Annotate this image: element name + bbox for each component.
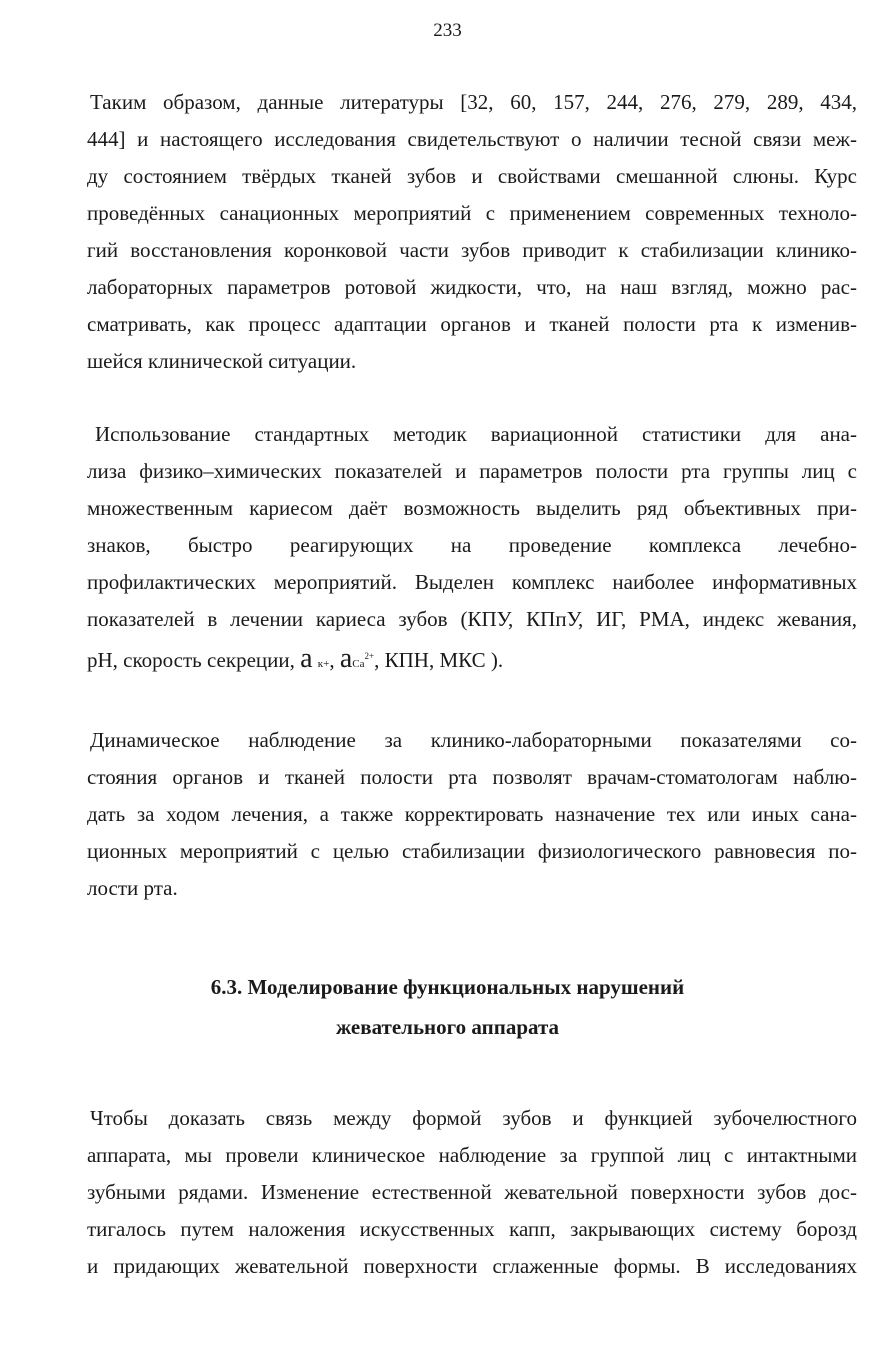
paragraph-line: гий восстановления коронковой части зубов приводит к стабилизации клинико-: [87, 238, 857, 262]
paragraph-line: сматривать, как процесс адаптации органов и тканей полости рта к изменив-: [87, 312, 857, 336]
page-number: 233: [433, 20, 462, 41]
formula-separator: ,: [329, 648, 340, 672]
paragraph-line: лости рта.: [87, 876, 178, 900]
paragraph-2: [87, 416, 857, 675]
paragraph-line: тигалось путем наложения искусственных капп, закрывающих систему борозд: [87, 1217, 857, 1241]
paragraph-line: дать за ходом лечения, а также корректировать назначение тех или иных сана-: [87, 802, 857, 826]
paragraph-line: лиза физико–химических показателей и параметров полости рта группы лиц с: [87, 459, 857, 483]
paragraph-line: ционных мероприятий с целью стабилизации физиологического равновесия по-: [87, 839, 857, 863]
paragraph-line: аппарата, мы провели клиническое наблюдение за группой лиц с интактными: [87, 1143, 857, 1167]
paragraph-line: проведённых санационных мероприятий с применением современных техноло-: [87, 201, 857, 225]
paragraph-line: 444] и настоящего исследования свидетельствуют о наличии тесной связи меж-: [87, 127, 857, 151]
activity-symbol-k: а: [300, 643, 313, 674]
paragraph-line: Таким образом, данные литературы [32, 60, 157, 244, 276, 279, 289, 434,: [90, 90, 857, 114]
activity-symbol-ca: а: [339, 643, 353, 674]
paragraph-line: Чтобы доказать связь между формой зубов и функцией зубочелюстного: [90, 1106, 857, 1130]
subscript-ca: Ca: [352, 658, 365, 670]
paragraph-4: [87, 1100, 857, 1285]
paragraph-1: [87, 84, 857, 380]
section-heading-line-2: жевательного аппарата: [335, 1015, 560, 1039]
paragraph-line: профилактических мероприятий. Выделен комплекс наиболее информативных: [87, 570, 857, 594]
superscript-charge: 2+: [364, 651, 375, 661]
subscript-k: к+: [317, 658, 330, 670]
paragraph-line: лабораторных параметров ротовой жидкости, что, на наш взгляд, можно рас-: [87, 275, 857, 299]
paragraph-line: показателей в лечении кариеса зубов (КПУ, КПпУ, ИГ, РМА, индекс жевания,: [87, 607, 857, 631]
formula-suffix: , КПН, МКС ).: [374, 648, 504, 672]
paragraph-line: Динамическое наблюдение за клинико-лабораторными показателями со-: [90, 728, 857, 752]
paragraph-line: шейся клинической ситуации.: [87, 349, 357, 373]
paragraph-line-formula: [87, 638, 857, 675]
paragraph-line: ду состоянием твёрдых тканей зубов и свойствами смешанной слюны. Курс: [87, 164, 857, 188]
paragraph-line: и придающих жевательной поверхности сглаженные формы. В исследованиях: [87, 1254, 857, 1278]
section-heading: [0, 969, 895, 1046]
paragraph-3: [87, 722, 857, 907]
paragraph-line: множественным кариесом даёт возможность выделить ряд объективных при-: [87, 496, 857, 520]
paragraph-line: зубными рядами. Изменение естественной жевательной поверхности зубов дос-: [87, 1180, 857, 1204]
paragraph-line: знаков, быстро реагирующих на проведение комплекса лечебно-: [87, 533, 857, 557]
paragraph-line: Использование стандартных методик вариационной статистики для ана-: [95, 422, 857, 446]
formula-prefix: рН, скорость секреции,: [87, 648, 301, 672]
paragraph-line: стояния органов и тканей полости рта позволят врачам-стоматологам наблю-: [87, 765, 857, 789]
section-heading-line-1: 6.3. Моделирование функциональных нарушений: [210, 975, 685, 999]
